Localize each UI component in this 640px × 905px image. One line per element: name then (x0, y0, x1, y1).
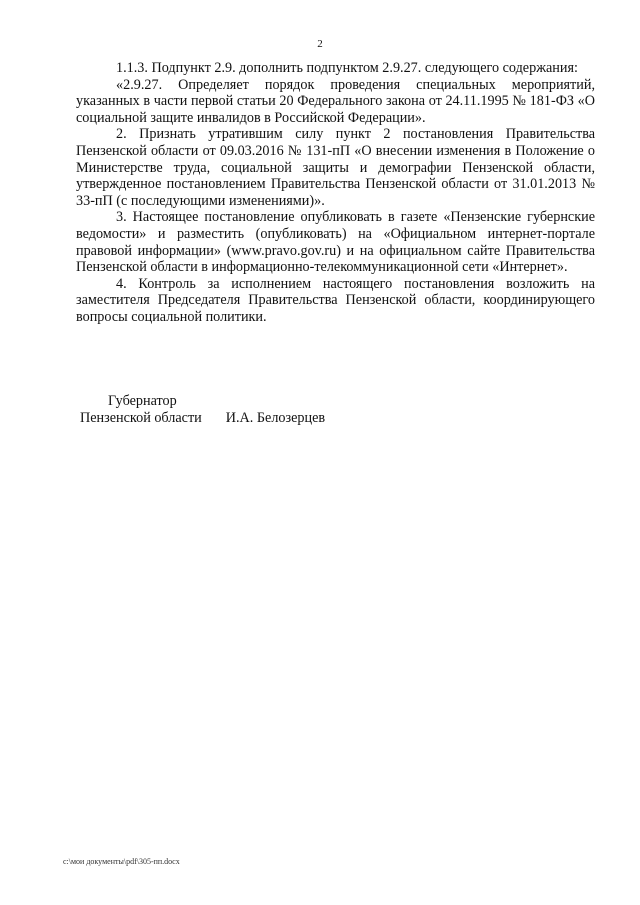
signature-block (80, 393, 325, 427)
paragraph-1-1-3: 1.1.3. Подпункт 2.9. дополнить подпунктом 2.9.27. следующего содержания: (116, 60, 578, 76)
signer-name: И.А. Белозерцев (225, 410, 326, 426)
signer-region: Пензенской области (80, 410, 202, 426)
document-body (76, 60, 595, 326)
paragraph-2-9-27: «2.9.27. Определяет порядок проведения специальных мероприятий, указанных в части первой статьи 20 Федерального закона от 24.11.1995 № 181-ФЗ «О социальной защите инвалидов в Российской Федерации». (76, 76, 595, 126)
signer-row (80, 410, 325, 427)
page-number: 2 (317, 38, 323, 50)
paragraph-3: 3. Настоящее постановление опубликовать в газете «Пензенские губернские ведомости» и разместить (опубликовать) на «Официальном интернет-портале правовой информации» (www.pravo.gov.ru) и на официальном сайте Правительства Пензенской области в информационно-телекоммуникационной сети «Интернет». (76, 209, 595, 276)
paragraph-4: 4. Контроль за исполнением настоящего постановления возложить на заместителя Председателя Правительства Пензенской области, координирующего вопросы социальной политики. (76, 275, 595, 325)
paragraph-2: 2. Признать утратившим силу пункт 2 постановления Правительства Пензенской области от 09.03.2016 № 131-пП «О внесении изменения в Положение о Министерстве труда, социальной защиты и демографии Пензенской области, утвержденное постановлением Правительства Пензенской области от 31.01.2013 № 33-пП (с последующими изменениями)». (76, 126, 595, 209)
signer-title: Губернатор (108, 393, 177, 409)
footer-file-path: c:\мои документы\pdf\305-пп.docx (63, 857, 180, 866)
